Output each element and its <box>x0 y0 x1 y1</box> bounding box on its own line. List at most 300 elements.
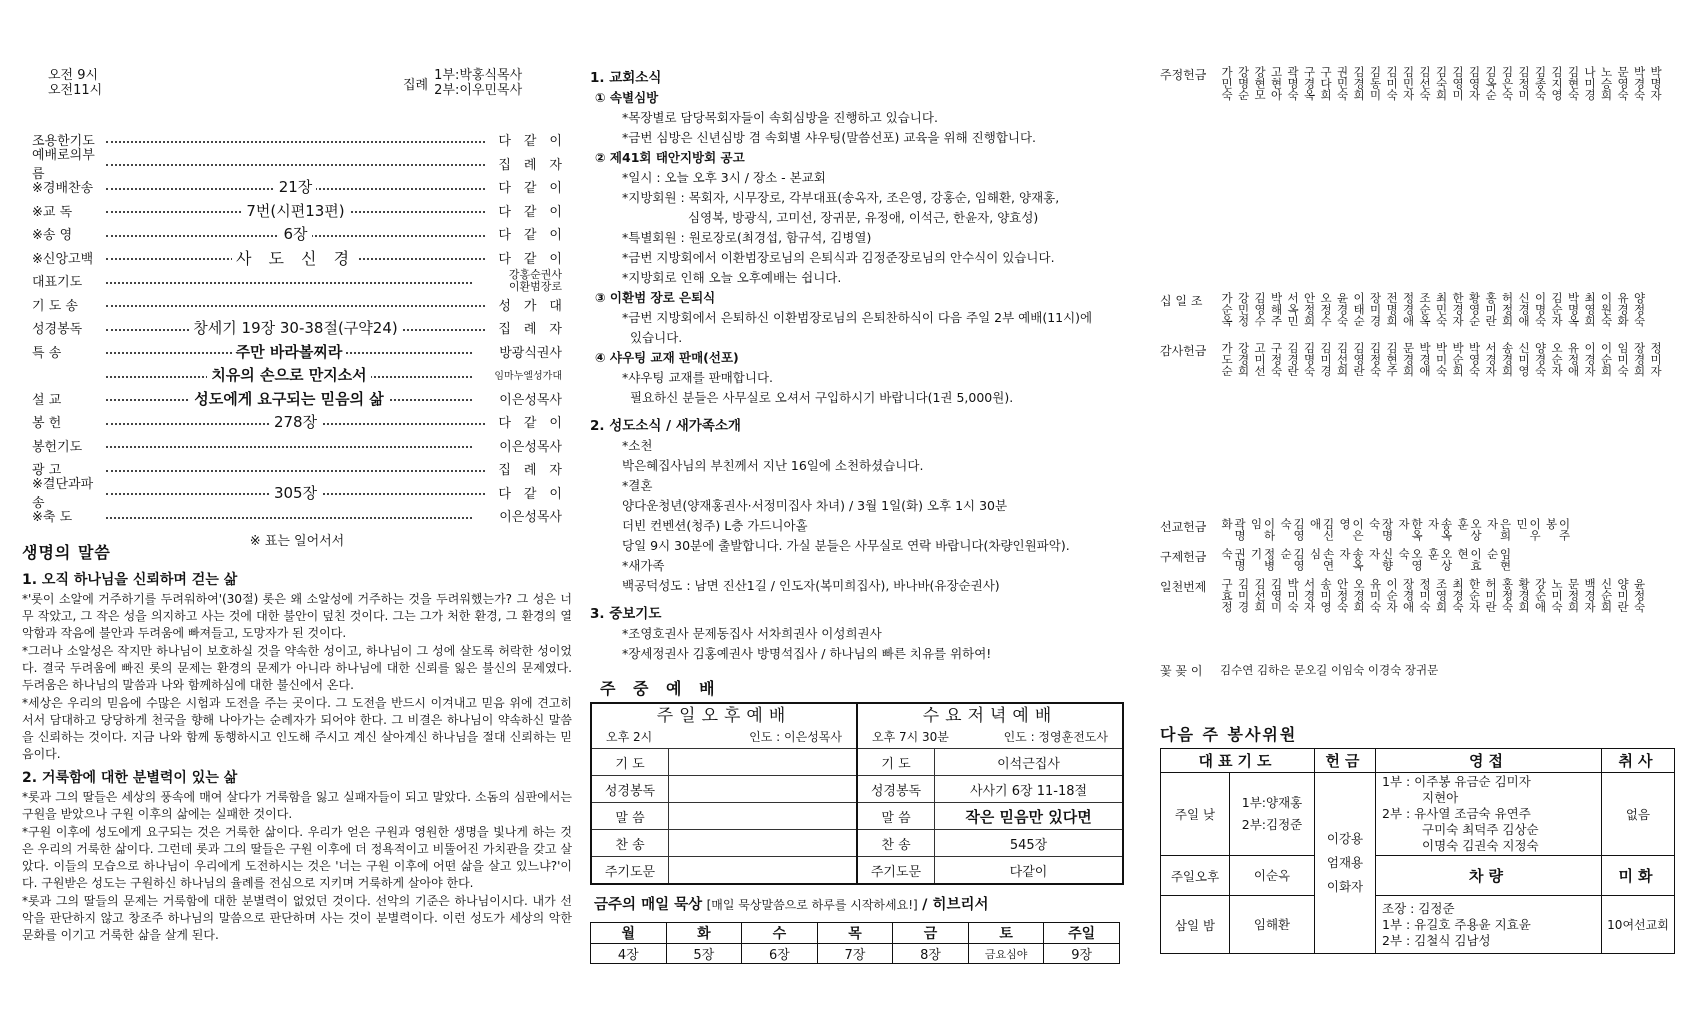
next-week-slot: 삼일 밤 <box>1161 896 1230 954</box>
offering-name: 이명숙 <box>1533 292 1548 327</box>
order-leader: 집례자 <box>498 322 575 338</box>
worship-row-value: 다같이 <box>1009 864 1048 880</box>
worship-row <box>592 749 856 776</box>
offering-section <box>1160 662 1680 680</box>
offering-name: 김신애 <box>1308 518 1336 541</box>
order-leader: 성가대 <box>498 298 575 314</box>
service-leader: 인도 : 이은성목사 <box>749 730 842 744</box>
meditation-day: 금 <box>893 923 969 944</box>
order-item <box>104 152 487 176</box>
service-time-2: 오전11시 <box>48 83 103 98</box>
offering-name: 오정수 <box>1319 292 1333 327</box>
next-week-cooking: 없음 <box>1602 773 1675 856</box>
news-subheading: ① 속별심방 <box>595 90 659 105</box>
offering-name: 송경희 <box>1500 342 1515 377</box>
next-week-prayer <box>1230 896 1315 954</box>
order-name: 광 고 <box>32 463 62 479</box>
news-line: *결혼 <box>622 478 653 493</box>
offering-name: 오경희 <box>1352 578 1366 613</box>
next-week-offering <box>1315 773 1376 954</box>
order-item <box>104 410 487 434</box>
welcome-line: 2부 : 유사열 조금숙 유연주 <box>1382 806 1531 821</box>
spacer <box>590 596 1125 604</box>
offering-names <box>1220 518 1574 542</box>
welcome-line: 이명숙 김권숙 지정숙 <box>1422 838 1539 853</box>
offering-name: 장경희 <box>1632 342 1647 377</box>
offering-name: 임미숙 <box>1616 342 1630 377</box>
news-line: *금번 지방회에서 이환범장로님의 은퇴식과 김정준장로님의 안수식이 있습니다. <box>622 250 1055 265</box>
offering-person: 엄재용 <box>1326 855 1364 870</box>
order-row <box>32 363 562 387</box>
offering-name: 구효정 <box>1220 578 1234 613</box>
worship-row-value <box>669 803 856 829</box>
order-item <box>104 293 487 317</box>
offering-name: 김민자 <box>1401 66 1416 101</box>
worship-row-label: 성경봉독 <box>858 776 935 802</box>
offering-name: 김선숙 <box>1418 66 1432 101</box>
offering-name: 오상훈 <box>1456 518 1483 541</box>
order-item-text: 성도에게 요구되는 믿음의 삶 <box>190 388 388 409</box>
news-line: *금번 심방은 신년심방 겸 속회별 샤우팅(말씀선포) 교육을 위해 진행합니다. <box>622 130 1037 145</box>
offering-name: 송옥자 <box>1426 518 1454 541</box>
meditation-day: 월 <box>591 923 667 944</box>
leader-1: 1부:박홍식목사 <box>434 68 523 83</box>
worship-row-label: 주기도문 <box>858 857 935 883</box>
offering-name: 오상훈 <box>1426 548 1454 571</box>
news-line: 양다운청년(양재홍권사·서정미집사 차녀) / 3월 1일(화) 오후 1시 30분 <box>622 498 1008 513</box>
order-leader: 집례자 <box>498 463 575 479</box>
news-line: 백공덕성도 : 남면 진산1길 / 인도자(복미희집사), 바나바(유장순권사) <box>622 578 1000 593</box>
offering-name: 박미숙 <box>1286 578 1300 613</box>
offering-name: 가순옥 <box>1220 292 1234 327</box>
order-row <box>32 246 575 270</box>
offering-name: 김동미 <box>1368 66 1383 101</box>
offering-name: 임현순 <box>1485 548 1513 571</box>
offering-names <box>1220 578 1649 656</box>
offering-name: 고미선 <box>1253 342 1267 377</box>
order-item <box>104 387 474 411</box>
order-row <box>32 340 562 364</box>
news-line: *지방회원 : 목회자, 시무장로, 각부대표(송옥자, 조은영, 강홍순, 임해환, 양재홍, <box>622 190 1060 205</box>
order-name: 성경봉독 <box>32 322 83 338</box>
offering-name: 구정숙 <box>1269 342 1284 377</box>
news-heading: 1. 교회소식 <box>590 70 662 86</box>
order-leader-line: 이환범장로 <box>508 279 562 293</box>
offering-name: 나미경 <box>1583 66 1597 101</box>
order-item <box>104 222 487 246</box>
offering-name: 김숙희 <box>1434 66 1449 101</box>
offering-name: 황영순 <box>1467 292 1482 327</box>
offering-name: 김미숙 <box>1385 66 1399 101</box>
offering-label: 꽃 꽂 이 <box>1160 664 1203 678</box>
prayer-name: 임해환 <box>1253 916 1291 932</box>
service-leader: 인도 : 정영훈전도사 <box>1003 730 1108 744</box>
vehicle-line: 조장 : 김정준 <box>1382 900 1455 916</box>
vehicle-line: 1부 : 유길호 주용윤 지효윤 <box>1382 916 1531 932</box>
offering-name: 김영미 <box>1269 578 1284 613</box>
paragraph: *세상은 우리의 믿음에 수많은 시험과 도전을 주는 곳이다. 그 도전을 반드시 이겨내고 믿음 위에 견고히 서서 담대하고 당당하게 천국을 향해 나아가는 순례자가 되어야 한다. 그 비결은 하나님이 약속하신 말씀을 신뢰하는 것이다. 지금 나와 함께 동행하시고 인도해 주시고 계신 살아계신 하나님을 절대 신뢰하는 믿음이다. <box>22 696 572 761</box>
offering-name: 김은숙 <box>1500 66 1515 101</box>
paragraph: *롯과 그의 딸들의 문제는 거룩함에 대한 분별력이 없었던 것이다. 선악의 기준은 하나님이시다. 내가 선악을 판단하지 않고 창조주 하나님의 말씀으로 판단하며 사는 것이 분별력이다. 이런 성도가 세상의 악한 문화를 이기고 거룩한 삶을 살게 된다. <box>22 894 572 942</box>
meditation-chapter: 9장 <box>1044 944 1120 964</box>
order-row <box>32 410 575 434</box>
worship-row <box>858 857 1122 883</box>
weekly-worship-title: 주 중 예 배 <box>600 679 721 698</box>
next-week-row <box>1161 896 1675 954</box>
worship-row-value: 작은 믿음만 있다면 <box>965 807 1092 826</box>
next-week-header: 대표기도 <box>1161 749 1315 773</box>
worship-row-value <box>669 857 856 883</box>
offering-name: 정미자 <box>1649 342 1663 377</box>
offering-name: 김영미 <box>1451 66 1465 101</box>
worship-row <box>858 803 1122 830</box>
offering-name: 장명숙 <box>1367 518 1395 541</box>
offering-section <box>1160 518 1680 542</box>
order-name: ※송 영 <box>32 228 73 244</box>
next-week-header-row <box>1161 749 1675 773</box>
offering-name: 신경애 <box>1517 292 1531 327</box>
offering-name: 양미란 <box>1616 578 1630 613</box>
order-leader: 이은성목사 <box>499 392 562 408</box>
worship-row-label: 말 씀 <box>858 803 935 829</box>
meditation-table <box>590 922 1120 964</box>
order-leader: 다같이 <box>498 204 575 220</box>
vehicle-line: 2부 : 김철식 김남성 <box>1382 932 1491 948</box>
offering-name: 백경자 <box>1583 578 1597 613</box>
offering-label: 일천번제 <box>1160 580 1207 594</box>
order-name: ※신앙고백 <box>32 251 94 267</box>
order-row <box>32 316 575 340</box>
offering-name: 박경애 <box>1418 342 1432 377</box>
offering-name: 윤경숙 <box>1335 292 1350 327</box>
offering-name: 곽명화 <box>1220 518 1247 541</box>
offering-name: 곽명숙 <box>1286 66 1300 101</box>
order-item-text: 사 도 신 경 <box>232 246 359 269</box>
offering-name: 김수연 김하은 문오길 이임숙 이경숙 장귀문 <box>1220 663 1439 677</box>
offering-name: 김지영 <box>1550 66 1564 101</box>
next-week-slot: 주일 낮 <box>1161 773 1230 856</box>
news-line: *금번 지방회에서 은퇴하신 이환범장로님의 은퇴찬하식이 다음 주일 2부 예배(11시)에 <box>622 310 1093 325</box>
word-of-life-title: 생명의 말씀 <box>22 543 111 562</box>
order-row <box>32 387 562 411</box>
offering-name: 고현아 <box>1269 66 1284 101</box>
order-item-text: 305장 <box>270 482 321 503</box>
offering-label: 주정헌금 <box>1160 68 1207 82</box>
order-name: ※교 독 <box>32 204 73 220</box>
meditation-day: 토 <box>968 923 1044 944</box>
offering-names <box>1220 548 1515 572</box>
offering-label: 십 일 조 <box>1160 294 1203 308</box>
worship-row <box>592 803 856 830</box>
offering-name: 허정희 <box>1500 292 1515 327</box>
offering-name: 이순자 <box>1385 578 1399 613</box>
offering-name: 김미경 <box>1236 578 1251 613</box>
news-line: 더빈 컨벤션(청주) L층 가드니아홀 <box>622 518 808 533</box>
order-item-text: 주만 바라볼찌라 <box>232 341 347 362</box>
offering-name: 박해주 <box>1269 292 1284 327</box>
meditation-day: 목 <box>817 923 893 944</box>
offering-name: 김선희 <box>1253 578 1267 613</box>
next-week-row <box>1161 773 1675 856</box>
beauty-value: 10여선교회 <box>1602 896 1675 954</box>
next-week-header: 영접 <box>1376 749 1602 773</box>
offering-name: 김현주 <box>1385 342 1399 377</box>
service-time: 오후 7시 30분 <box>872 730 949 744</box>
offering-name: 조영희 <box>1434 578 1449 613</box>
worship-row-value: 이석근집사 <box>997 756 1060 772</box>
next-week-header: 헌금 <box>1315 749 1376 773</box>
order-name: 예배로의부름 <box>32 148 95 183</box>
offering-name: 권민숙 <box>1335 66 1350 101</box>
next-week-header: 취사 <box>1602 749 1675 773</box>
offering-section <box>1160 578 1680 656</box>
news-line: 있습니다. <box>630 330 683 345</box>
offering-name: 가도순 <box>1220 342 1234 377</box>
news-subheading: ④ 샤우팅 교재 판매(선포) <box>595 350 739 365</box>
offering-name: 송옥자 <box>1338 548 1365 571</box>
offering-name: 홍미란 <box>1484 292 1498 327</box>
offering-name: 강명순 <box>1236 66 1251 101</box>
offering-name: 윤정숙 <box>1632 578 1647 613</box>
prayer-name: 2부:김정준 <box>1241 817 1303 832</box>
order-row <box>32 128 575 152</box>
offering-name: 신향자 <box>1367 548 1395 571</box>
news-heading: 3. 중보기도 <box>590 606 662 622</box>
offering-name: 김선희 <box>1335 342 1350 377</box>
news-line: *목장별로 담당목회자들이 속회심방을 진행하고 있습니다. <box>622 110 938 125</box>
offering-name: 이효현 <box>1456 548 1483 571</box>
worship-row-label: 성경봉독 <box>592 776 669 802</box>
order-name: ※축 도 <box>32 510 73 526</box>
offering-name: 강민정 <box>1236 292 1251 327</box>
meditation-chapters <box>591 944 1120 964</box>
offering-name: 유정애 <box>1566 342 1581 377</box>
meditation-book: / 히브리서 <box>922 897 989 913</box>
order-row <box>32 175 575 199</box>
worship-row-label: 기 도 <box>592 749 669 775</box>
offering-name: 박경숙 <box>1632 66 1647 101</box>
order-leader: 이은성목사 <box>499 439 562 455</box>
offering-name: 김정미 <box>1517 66 1531 101</box>
offering-name: 김미경 <box>1319 342 1333 377</box>
offering-name: 서경자 <box>1302 578 1317 613</box>
order-leader: 방광식권사 <box>499 345 562 361</box>
order-leader-line: 강홍순권사 <box>508 267 562 281</box>
order-row <box>32 199 575 223</box>
worship-row-value <box>669 749 856 775</box>
weekly-worship-table <box>590 702 1124 885</box>
next-week-slot: 주일오후 <box>1161 856 1230 896</box>
order-name: ※결단과파송 <box>32 477 94 512</box>
offering-name: 김영순 <box>1279 548 1306 571</box>
offering-name: 허미란 <box>1484 578 1498 613</box>
order-leader: 다같이 <box>498 181 575 197</box>
order-leader: 임마누엘성가대 <box>494 371 562 383</box>
offering-name: 은희자 <box>1485 518 1513 541</box>
news-line: *일시 : 오늘 오후 3시 / 장소 - 본교회 <box>622 170 826 185</box>
news-line: *장세정권사 김홍예권사 방명석집사 / 하나님의 빠른 치유를 위하여! <box>622 646 992 661</box>
order-item <box>104 199 487 223</box>
meditation-note: [매일 묵상말씀으로 하루를 시작하세요!] <box>706 898 918 912</box>
offering-name: 노승희 <box>1599 66 1614 101</box>
offering-name: 한옥자 <box>1397 518 1424 541</box>
news-line: 심영복, 방광식, 고미선, 장귀문, 유정애, 이석근, 한윤자, 양효성) <box>688 210 1039 225</box>
order-item <box>104 128 487 152</box>
offering-name: 양경숙 <box>1533 342 1548 377</box>
worship-row <box>592 776 856 803</box>
service-heading: 주일오후예배 <box>656 706 792 726</box>
offering-name: 최민숙 <box>1434 292 1449 327</box>
news-line: *조영호권사 문제동집사 서차희권사 이성희권사 <box>622 626 882 641</box>
service-heading: 수요저녁예배 <box>922 706 1058 726</box>
order-row <box>32 222 575 246</box>
prayer-name: 이순옥 <box>1253 867 1291 883</box>
order-row <box>32 477 575 512</box>
news-line: *새가족 <box>622 558 665 573</box>
offering-label: 구제헌금 <box>1160 550 1207 564</box>
offering-name: 노미숙 <box>1550 578 1564 613</box>
offering-name: 이경자 <box>1583 342 1597 377</box>
offering-name: 김영수 <box>1253 292 1267 327</box>
offering-section <box>1160 66 1680 286</box>
offering-name: 신미영 <box>1517 342 1531 377</box>
offering-name: 서옥민 <box>1286 292 1300 327</box>
leader-2: 2부:이우민목사 <box>434 83 523 98</box>
vehicle-header: 차량 <box>1376 856 1602 896</box>
worship-row-value <box>669 830 856 856</box>
order-item <box>104 316 487 340</box>
next-week-table <box>1160 748 1675 954</box>
meditation-chapter: 6장 <box>742 944 818 964</box>
order-item <box>104 363 474 387</box>
meditation-chapter: 7장 <box>817 944 893 964</box>
spacer <box>590 408 1125 416</box>
offering-name: 정미숙 <box>1418 578 1432 613</box>
church-news <box>590 68 1125 664</box>
order-item-text: 창세기 19장 30-38절(구약24) <box>189 317 401 338</box>
meditation-day: 수 <box>742 923 818 944</box>
offering-name: 문정희 <box>1566 578 1581 613</box>
offering-name: 김영숙 <box>1279 518 1306 541</box>
order-leader: 다같이 <box>498 251 575 267</box>
order-leader: 이은성목사 <box>499 510 562 526</box>
offering-list <box>1160 66 1680 686</box>
meditation-day: 주일 <box>1044 923 1120 944</box>
offering-name: 이순희 <box>1599 342 1614 377</box>
service-time-1: 오전 9시 <box>48 68 99 83</box>
offering-name: 김정숙 <box>1368 342 1383 377</box>
meditation-days <box>591 923 1120 944</box>
order-row <box>32 293 575 317</box>
order-leader: 다같이 <box>498 228 575 244</box>
offering-name: 황경희 <box>1517 578 1531 613</box>
worship-row-label: 말 씀 <box>592 803 669 829</box>
offering-name: 유미숙 <box>1368 578 1383 613</box>
paragraph: *그러나 소알성은 작지만 하나님이 보호하실 것을 약속한 성이고, 하나님이 그 성에 살도록 허락한 성이었다. 결국 두려움에 빠진 롯의 문제는 환경의 문제가 아니라 하나님에 대한 신뢰를 잃은 불신의 문제였다. 두려움은 하나님의 말씀과 나와 함께하심에 대한 불신에서 온다. <box>22 644 572 692</box>
news-subheading: ② 제41회 태안지방회 공고 <box>595 150 745 165</box>
offering-name: 박명자 <box>1649 66 1663 101</box>
next-week-welcome <box>1376 773 1602 856</box>
sermon-point-1: 1. 오직 하나님을 신뢰하며 걷는 삶 <box>22 572 238 588</box>
offering-name: 문영숙 <box>1616 66 1630 101</box>
service-leaders <box>403 68 522 98</box>
news-line: *샤우팅 교재를 판매합니다. <box>622 370 773 385</box>
order-item-text: 치유의 손으로 만지소서 <box>207 364 370 385</box>
meditation-label: 금주의 매일 묵상 <box>594 897 703 913</box>
offering-section <box>1160 292 1680 336</box>
order-leader: 다같이 <box>498 134 575 150</box>
offering-name: 이우민 <box>1515 518 1542 541</box>
meditation-chapter: 금요심야 <box>968 944 1044 964</box>
order-item-text: 278장 <box>270 411 321 432</box>
offering-names <box>1220 292 1649 336</box>
welcome-line: 구미숙 최덕주 김상순 <box>1422 822 1539 837</box>
order-row <box>32 457 575 481</box>
news-line: *특별회원 : 원로장로(최경섭, 함규석, 김병열) <box>622 230 872 245</box>
offering-name: 김종숙 <box>1533 66 1548 101</box>
offering-name: 최경숙 <box>1451 578 1465 613</box>
offering-name: 구다희 <box>1319 66 1333 101</box>
beauty-header: 미화 <box>1602 856 1675 896</box>
offering-name: 홍정숙 <box>1500 578 1515 613</box>
offering-name: 오순자 <box>1550 342 1564 377</box>
offering-name: 김옥순 <box>1484 66 1498 101</box>
order-item <box>104 457 487 481</box>
order-row <box>32 269 562 293</box>
offering-name: 한순자 <box>1467 578 1482 613</box>
offering-name: 이은영 <box>1338 518 1365 541</box>
worship-row-value: 사사기 6장 11-18절 <box>969 783 1088 799</box>
order-item-text: 7번(시편13편) <box>242 200 348 221</box>
worship-order-list <box>32 128 575 549</box>
order-item <box>104 481 487 505</box>
worship-row-label: 찬 송 <box>592 830 669 856</box>
offering-name: 가민숙 <box>1220 66 1234 101</box>
offering-label: 감사헌금 <box>1160 344 1207 358</box>
worship-row <box>858 830 1122 857</box>
welcome-line: 지현아 <box>1422 790 1459 805</box>
order-name: 조용한기도 <box>32 134 95 150</box>
offering-name: 조순옥 <box>1418 292 1432 327</box>
order-item <box>104 340 474 364</box>
offering-name: 김경란 <box>1286 342 1300 377</box>
offering-name: 장경애 <box>1401 578 1416 613</box>
meditation-chapter: 5장 <box>666 944 742 964</box>
leaders-label: 집례 <box>403 77 429 93</box>
stand-note: ※ 표는 일어서서 <box>249 533 345 549</box>
order-item-text: 21장 <box>275 176 317 197</box>
offering-name: 신순희 <box>1599 578 1614 613</box>
worship-row <box>858 749 1122 776</box>
prayer-name: 1부:양재홍 <box>1241 795 1303 810</box>
next-week-title: 다음 주 봉사위원 <box>1160 725 1298 744</box>
offering-name: 이원숙 <box>1599 292 1614 327</box>
offering-name: 김영자 <box>1467 66 1482 101</box>
worship-row-label: 찬 송 <box>858 830 935 856</box>
offering-name: 김명숙 <box>1302 342 1317 377</box>
worship-row <box>592 830 856 857</box>
offering-name: 이주봉 <box>1544 518 1572 541</box>
order-item <box>104 269 474 293</box>
offering-name: 안정희 <box>1302 292 1317 327</box>
offering-name: 구경옥 <box>1302 66 1317 101</box>
offering-person: 이강용 <box>1326 831 1364 846</box>
meditation-chapter: 4장 <box>591 944 667 964</box>
order-name: 대표기도 <box>32 275 83 291</box>
order-item <box>104 504 474 528</box>
worship-row-label: 기 도 <box>858 749 935 775</box>
offering-name: 유경화 <box>1616 292 1630 327</box>
